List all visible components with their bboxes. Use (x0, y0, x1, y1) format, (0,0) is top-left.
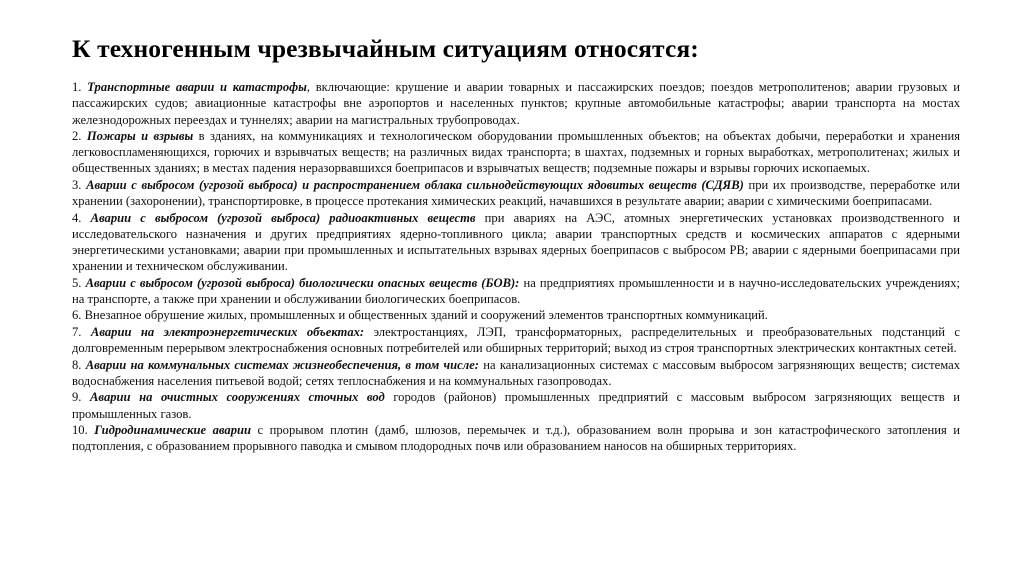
item-text: при авариях на АЭС, атомных энергетических установках производственного и исследовательского назначения и других предприятиях ядерно-топливного цикла; аварии транспортных средств и космических аппаратов с ядерными энергетическими установками; аварии при промышленных и испытательных взрывах ядерных боеприпасов с выбросом РВ; аварии с ядерными боеприпасами при хранении и техническом обслуживании. (72, 210, 960, 274)
list-item (72, 324, 960, 356)
slide-body (72, 79, 960, 454)
item-text: электростанциях, ЛЭП, трансформаторных, распределительных и преобразовательных подстанций с долговременным перерывом электроснабжения основных потребителей или обширных территорий; выход из строя транспортных электрических контактных сетей. (72, 324, 960, 356)
item-text: Внезапное обрушение жилых, промышленных и общественных зданий и сооружений элементов транспортных коммуникаций. (84, 308, 768, 323)
item-number: 9. (72, 390, 82, 405)
item-lead: Аварии на электроэнергетических объектах: (90, 324, 365, 339)
item-text: в зданиях, на коммуникациях и технологическом оборудовании промышленных объектов; на объектах добычи, переработки и хранения легковоспламеняющихся, горючих и взрывчатых веществ; на различных видах транспорта; в шахтах, подземных и горных выработках, метрополитенах; жилых и общественных зданиях; в местах падения неразорвавшихся боеприпасов и взрывчатых веществ; подземные пожары и взрывы горючих ископаемых. (72, 129, 960, 176)
item-text: , включающие: крушение и аварии товарных и пассажирских поездов; поездов метрополитенов; аварии грузовых и пассажирских судов; авиационные катастрофы вне аэропортов и населенных пунктов; крупные автомобильные катастрофы; аварии транспорта на мостах железнодорожных переездах и туннелях; аварии на магистральных трубопроводах. (72, 80, 961, 127)
list-item (72, 79, 960, 127)
page-title: К техногенным чрезвычайным ситуациям относятся: (72, 34, 699, 63)
item-lead: Аварии на очистных сооружениях сточных вод (90, 390, 385, 405)
item-text: на предприятиях промышленности и в научно-исследовательских учреждениях; на транспорте, а также при хранении и обслуживании биологических боеприпасов. (72, 275, 960, 306)
list-item (72, 210, 960, 274)
item-lead: Аварии с выбросом (угрозой выброса) и распространением облака сильнодействующих ядовитых веществ (СДЯВ) (86, 177, 744, 192)
list-item (72, 422, 960, 454)
item-number: 1. (72, 80, 82, 95)
item-text: городов (районов) промышленных предприятий с массовым выбросом загрязняющих веществ и промышленных газов. (72, 390, 960, 421)
item-number: 3. (72, 177, 82, 192)
item-lead: Аварии с выбросом (угрозой выброса) радиоактивных веществ (90, 210, 476, 225)
item-lead: Пожары и взрывы (86, 129, 194, 144)
list-item (72, 389, 960, 421)
item-number: 5. (72, 275, 82, 290)
item-lead: Аварии на коммунальных системах жизнеобеспечения, в том числе: (85, 357, 479, 372)
item-number: 4. (72, 210, 82, 225)
list-item (72, 177, 960, 209)
item-number: 10. (72, 423, 88, 438)
list-item (72, 307, 960, 323)
item-number: 7. (72, 324, 82, 339)
item-lead: Гидродинамические аварии (94, 423, 252, 438)
item-lead: Аварии с выбросом (угрозой выброса) биологически опасных веществ (БОВ): (85, 275, 520, 290)
item-number: 6. (72, 308, 82, 323)
item-number: 2. (72, 129, 82, 144)
item-lead: Транспортные аварии и катастрофы (87, 80, 307, 95)
list-item (72, 128, 960, 176)
item-number: 8. (72, 357, 82, 372)
list-item (72, 275, 960, 307)
list-item (72, 357, 960, 389)
item-text: при их производстве, переработке или хранении (захоронении), транспортировке, в процессе протекания химических реакций, начавшихся в результате аварии; аварии с химическими боеприпасами. (72, 177, 961, 209)
item-text: с прорывом плотин (дамб, шлюзов, перемычек и т.д.), образованием волн прорыва и зон катастрофического затопления и подтопления, с образованием прорывного паводка и смывом плодородных почв или образованием наносов на обширных территориях. (72, 423, 961, 454)
item-text: на канализационных системах с массовым выбросом загрязняющих веществ; системах водоснабжения населения питьевой водой; сетях теплоснабжения и на коммунальных газопроводах. (72, 357, 960, 388)
